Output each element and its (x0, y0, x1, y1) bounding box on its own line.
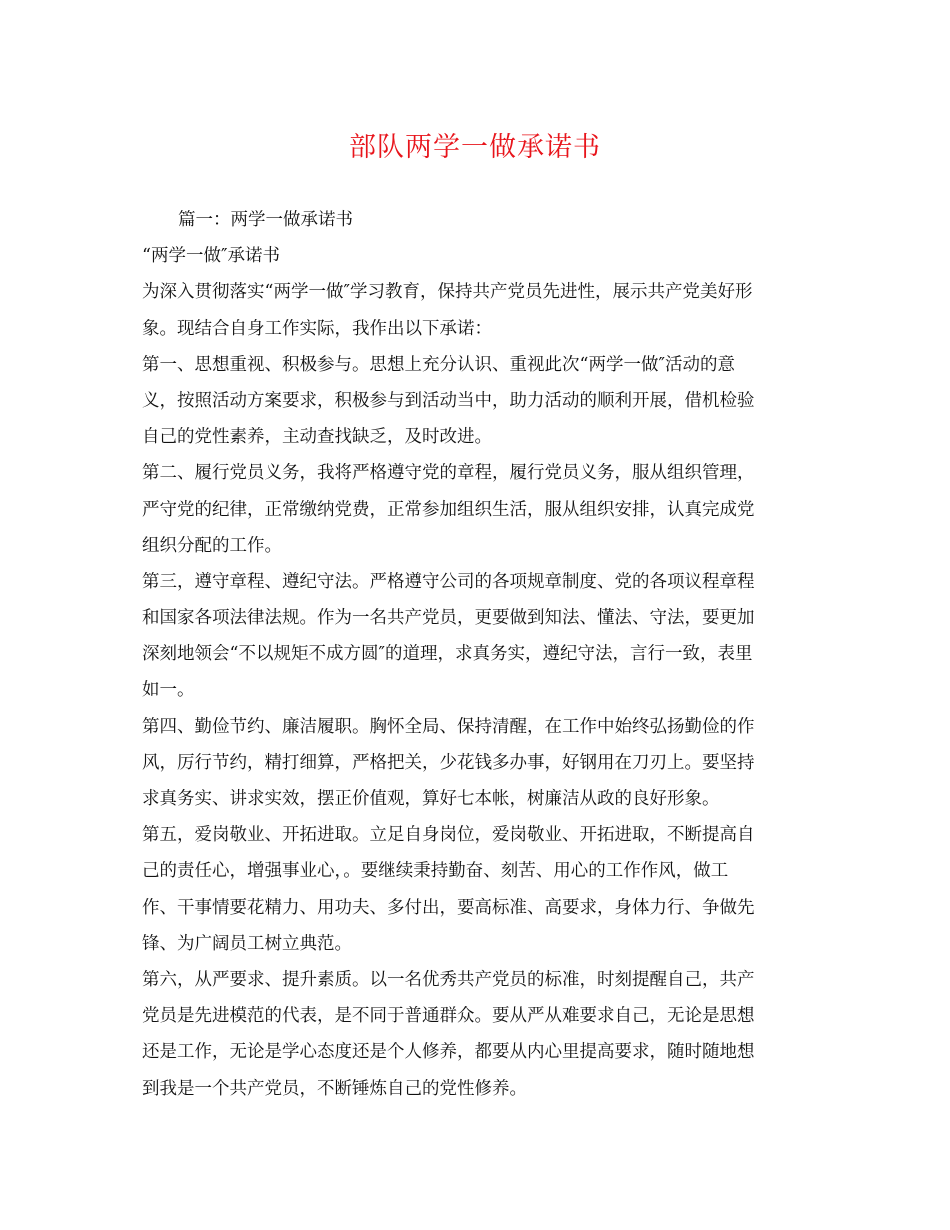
subtitle-line: “两学一做″承诺书 (142, 246, 280, 267)
paragraph-line: 第五，爱岗敬业、开拓进取。立足自身岗位，爱岗敬业、开拓进取，不断提高自 (142, 825, 755, 846)
paragraph-line: 组织分配的工作。 (142, 535, 282, 556)
paragraph-line: 己的责任心，增强事业心，。要继续秉持勤奋、刻苦、用心的工作作风，做工 (142, 861, 729, 882)
paragraph-line: 严守党的纪律，正常缴纳党费，正常参加组织生活，服从组织安排，认真完成党 (142, 499, 755, 520)
paragraph-line: 风，厉行节约，精打细算，严格把关，少花钱多办事，好钢用在刀刃上。要坚持 (142, 752, 755, 773)
section-heading: 篇一：两学一做承诺书 (178, 210, 353, 230)
paragraph-line: 第六，从严要求、提升素质。以一名优秀共产党员的标准，时刻提醒自己，共产 (142, 969, 755, 990)
paragraph-line: 义，按照活动方案要求，积极参与到活动当中，助力活动的顺利开展，借机检验 (142, 390, 755, 411)
paragraph-line: 深刻地领会“不以规矩不成方圆″的道理，求真务实，遵纪守法，言行一致，表里 (142, 644, 753, 665)
paragraph-line: 如一。 (142, 680, 195, 701)
paragraph-line: 还是工作，无论是学心态度还是个人修养，都要从内心里提高要求，随时随地想 (142, 1042, 755, 1063)
paragraph-line: 第二、履行党员义务，我将严格遵守党的章程，履行党员义务，服从组织管理， (142, 463, 755, 484)
paragraph-line: 第三，遵守章程、遵纪守法。严格遵守公司的各项规章制度、党的各项议程章程 (142, 571, 755, 592)
paragraph-line: 作、干事情要花精力、用功夫、多付出，要高标准、高要求，身体力行、争做先 (142, 897, 755, 918)
paragraph-line: 和国家各项法律法规。作为一名共产党员，更要做到知法、懂法、守法，要更加 (142, 608, 755, 629)
paragraph-line: 求真务实、讲求实效，摆正价值观，算好七本帐，树廉洁从政的良好形象。 (142, 789, 720, 809)
intro-line: 象。现结合自身工作实际，我作出以下承诺： (142, 318, 492, 339)
intro-line: 为深入贯彻落实“两学一做″学习教育，保持共产党员先进性，展示共产党美好形 (142, 282, 753, 303)
paragraph-line: 自己的党性素养，主动查找缺乏，及时改进。 (142, 427, 492, 448)
paragraph-line: 锋、为广阔员工树立典范。 (142, 933, 352, 954)
document-title: 部队两学一做承诺书 (349, 132, 601, 163)
paragraph-line: 到我是一个共产党员，不断锤炼自己的党性修养。 (142, 1078, 527, 1099)
paragraph-line: 第四、勤俭节约、廉洁履职。胸怀全局、保持清醒，在工作中始终弘扬勤俭的作 (142, 716, 755, 737)
paragraph-line: 党员是先进模范的代表，是不同于普通群众。要从严从难要求自己，无论是思想 (142, 1006, 755, 1027)
document-body (142, 202, 810, 1107)
paragraph-line: 第一、思想重视、积极参与。思想上充分认识、重视此次“两学一做″活动的意 (142, 354, 735, 375)
